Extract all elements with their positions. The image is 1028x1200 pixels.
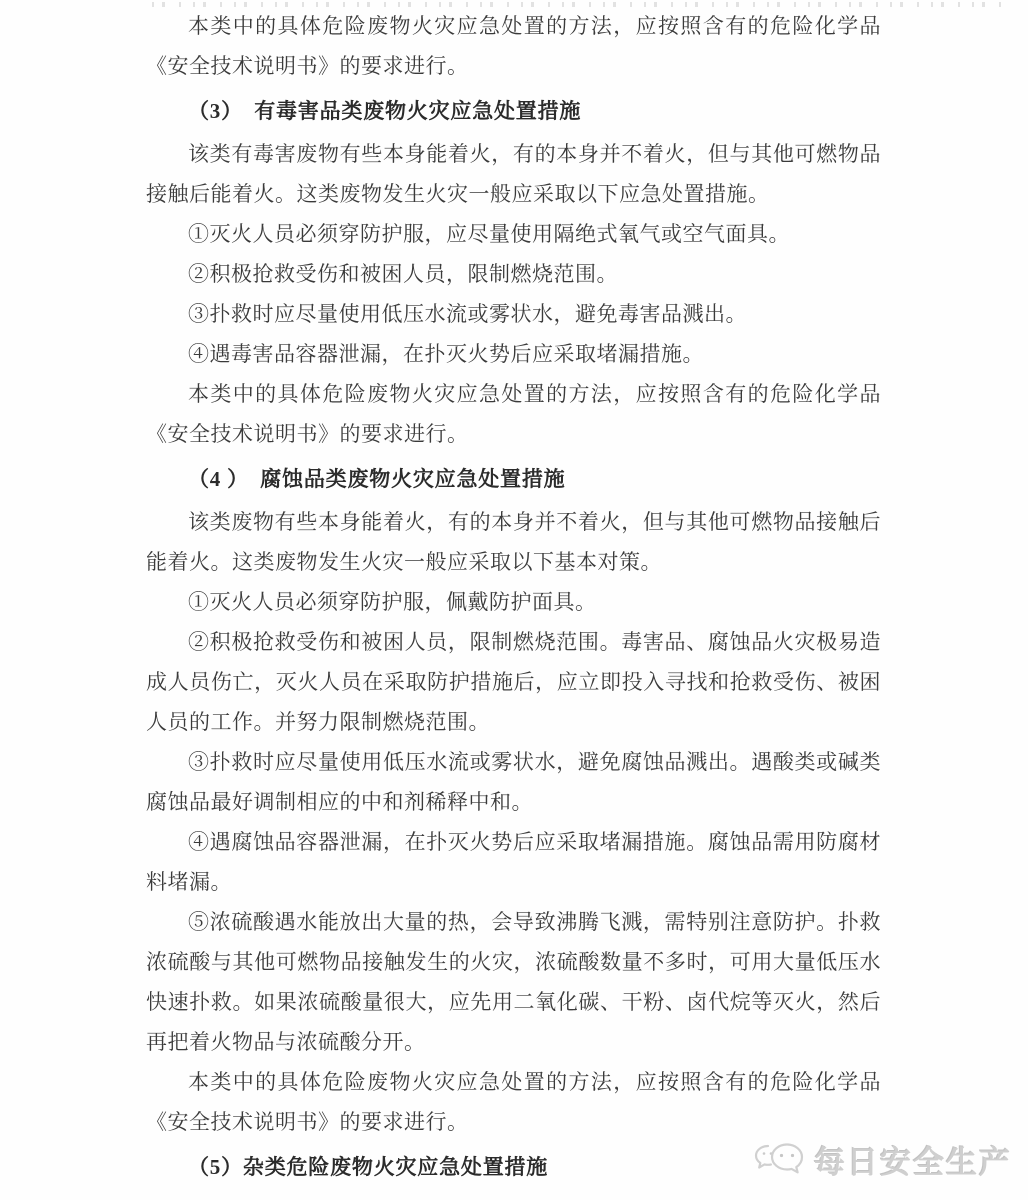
wechat-icon [752, 1136, 806, 1182]
section-heading: （5）杂类危险废物火灾应急处置措施 [188, 1155, 549, 1179]
list-item: ③扑救时应尽量使用低压水流或雾状水，避免腐蚀品溅出。遇酸类或碱类腐蚀品最好调制相应的中和剂稀释中和。 [146, 750, 881, 814]
watermark-text: 每日安全生产 [814, 1144, 1012, 1180]
paragraph: 该类有毒害废物有些本身能着火，有的本身并不着火，但与其他可燃物品接触后能着火。这类废物发生火灾一般应采取以下应急处置措施。 [146, 142, 881, 206]
list-item: ②积极抢救受伤和被困人员，限制燃烧范围。 [188, 262, 618, 286]
section-heading: （4 ） 腐蚀品类废物火灾应急处置措施 [188, 467, 566, 491]
list-item: ①灭火人员必须穿防护服，佩戴防护面具。 [188, 590, 597, 614]
list-item: ④遇毒害品容器泄漏，在扑灭火势后应采取堵漏措施。 [188, 342, 704, 366]
paragraph: 该类废物有些本身能着火，有的本身并不着火，但与其他可燃物品接触后能着火。这类废物发生火灾一般应采取以下基本对策。 [146, 510, 881, 574]
paragraph: 本类中的具体危险废物火灾应急处置的方法，应按照含有的危险化学品《安全技术说明书》的要求进行。 [146, 1070, 881, 1134]
list-item: ②积极抢救受伤和被困人员，限制燃烧范围。毒害品、腐蚀品火灾极易造成人员伤亡，灭火人员在采取防护措施后，应立即投入寻找和抢救受伤、被困人员的工作。并努力限制燃烧范围。 [146, 630, 881, 734]
list-item: ①灭火人员必须穿防护服，应尽量使用隔绝式氧气或空气面具。 [188, 222, 790, 246]
document-content [146, 6, 881, 1190]
list-item: ④遇腐蚀品容器泄漏，在扑灭火势后应采取堵漏措施。腐蚀品需用防腐材料堵漏。 [146, 830, 881, 894]
paragraph: 本类中的具体危险废物火灾应急处置的方法，应按照含有的危险化学品《安全技术说明书》的要求进行。 [146, 382, 881, 446]
list-item: ⑤浓硫酸遇水能放出大量的热，会导致沸腾飞溅，需特别注意防护。扑救浓硫酸与其他可燃物品接触发生的火灾，浓硫酸数量不多时，可用大量低压水快速扑救。如果浓硫酸量很大，应先用二氧化碳、干粉、卤代烷等灭火，然后再把着火物品与浓硫酸分开。 [146, 910, 881, 1054]
section-heading: （3） 有毒害品类废物火灾应急处置措施 [188, 99, 582, 123]
watermark [752, 1136, 1012, 1182]
list-item: ③扑救时应尽量使用低压水流或雾状水，避免毒害品溅出。 [188, 302, 747, 326]
paragraph: 本类中的具体危险废物火灾应急处置的方法，应按照含有的危险化学品《安全技术说明书》的要求进行。 [146, 14, 881, 78]
